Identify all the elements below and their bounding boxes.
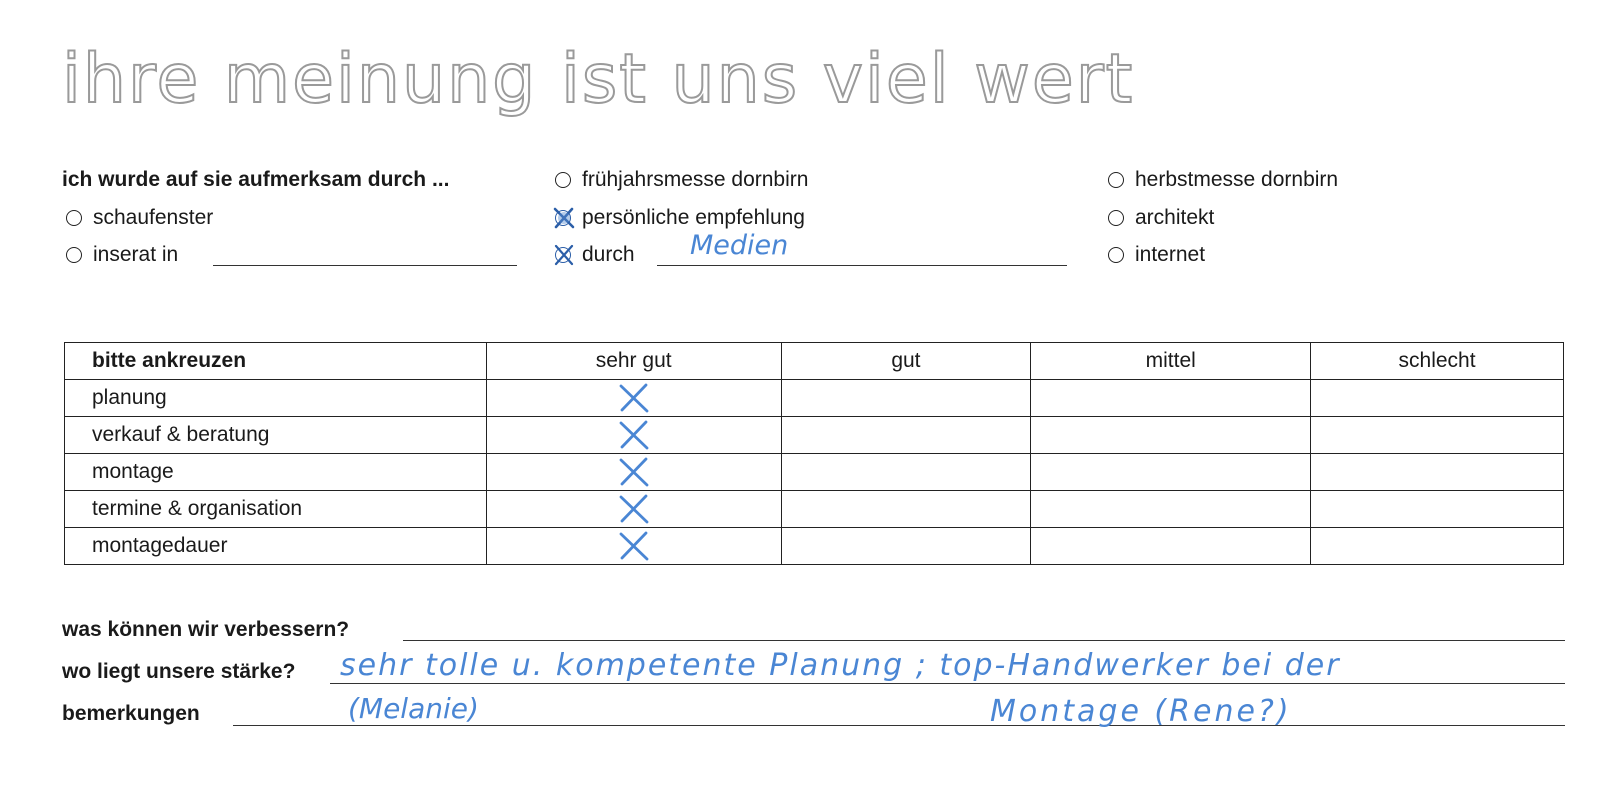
option-label: frühjahrsmesse dornbirn (582, 168, 809, 191)
radio-button[interactable] (66, 247, 82, 263)
cross-mark-icon (617, 382, 651, 414)
remarks-input-line[interactable] (233, 725, 1565, 726)
rating-row-label: verkauf & beratung (65, 417, 487, 454)
option-label: inserat in (93, 243, 179, 266)
durch-input-line[interactable] (657, 265, 1067, 266)
rating-row-label: montagedauer (65, 528, 487, 565)
radio-button[interactable] (1108, 172, 1124, 188)
rating-row-label: termine & organisation (65, 491, 487, 528)
rating-cell[interactable] (486, 417, 781, 454)
option-inserat[interactable] (66, 243, 178, 267)
header-cell: sehr gut (486, 343, 781, 380)
remarks-label: bemerkungen (62, 702, 200, 725)
radio-button-checked[interactable] (555, 247, 571, 263)
option-label: architekt (1135, 206, 1215, 229)
option-label: internet (1135, 243, 1206, 266)
rating-cell[interactable] (1031, 491, 1311, 528)
header-cell: mittel (1031, 343, 1311, 380)
rating-row (65, 454, 1564, 491)
rating-cell[interactable] (1031, 380, 1311, 417)
strength-label: wo liegt unsere stärke? (62, 660, 296, 683)
rating-cell[interactable] (781, 417, 1031, 454)
rating-row (65, 417, 1564, 454)
option-schaufenster[interactable] (66, 206, 213, 230)
inserat-input-line[interactable] (213, 265, 517, 266)
cross-mark-icon (617, 456, 651, 488)
header-cell: schlecht (1311, 343, 1564, 380)
rating-cell[interactable] (1031, 528, 1311, 565)
rating-cell[interactable] (781, 491, 1031, 528)
option-label: durch (582, 243, 635, 266)
remarks-value-left: (Melanie) (348, 692, 479, 725)
strength-value: sehr tolle u. kompetente Planung ; top-Handwerker bei der (340, 648, 1341, 683)
rating-cell[interactable] (781, 454, 1031, 491)
header-cell: gut (781, 343, 1031, 380)
rating-cell[interactable] (486, 491, 781, 528)
rating-cell[interactable] (486, 454, 781, 491)
rating-header-row (65, 343, 1564, 380)
option-label: herbstmesse dornbirn (1135, 168, 1339, 191)
cross-mark-icon (550, 241, 578, 269)
header-cell: bitte ankreuzen (65, 343, 487, 380)
radio-button[interactable] (1108, 247, 1124, 263)
radio-button[interactable] (66, 210, 82, 226)
rating-row (65, 491, 1564, 528)
source-heading: ich wurde auf sie aufmerksam durch ... (62, 168, 450, 191)
option-fruehjahrsmesse[interactable] (555, 168, 808, 192)
option-internet[interactable] (1108, 243, 1205, 267)
cross-mark-icon (617, 493, 651, 525)
rating-row (65, 528, 1564, 565)
option-persoenliche-empfehlung[interactable] (555, 206, 805, 230)
rating-cell[interactable] (486, 380, 781, 417)
durch-handwritten-value: Medien (690, 230, 789, 261)
option-label: schaufenster (93, 206, 214, 229)
rating-cell[interactable] (781, 380, 1031, 417)
radio-button[interactable] (555, 172, 571, 188)
cross-mark-icon (550, 204, 578, 232)
rating-row-label: montage (65, 454, 487, 491)
rating-cell[interactable] (781, 528, 1031, 565)
cross-mark-icon (617, 419, 651, 451)
rating-table (64, 342, 1564, 565)
rating-cell[interactable] (1311, 491, 1564, 528)
rating-row (65, 380, 1564, 417)
improve-label: was können wir verbessern? (62, 618, 350, 641)
cross-mark-icon (617, 530, 651, 562)
improve-input-line[interactable] (403, 640, 1565, 641)
remarks-value-right: Montage (Rene?) (990, 694, 1292, 729)
option-herbstmesse[interactable] (1108, 168, 1338, 192)
rating-cell[interactable] (1311, 417, 1564, 454)
option-durch[interactable] (555, 243, 635, 267)
radio-button-checked[interactable] (555, 210, 571, 226)
rating-cell[interactable] (1031, 417, 1311, 454)
rating-cell[interactable] (1031, 454, 1311, 491)
option-architekt[interactable] (1108, 206, 1214, 230)
option-label: persönliche empfehlung (582, 206, 805, 229)
form-title: ihre meinung ist uns viel wert (62, 40, 1135, 119)
rating-cell[interactable] (1311, 528, 1564, 565)
rating-cell[interactable] (1311, 380, 1564, 417)
radio-button[interactable] (1108, 210, 1124, 226)
strength-input-line[interactable] (330, 683, 1565, 684)
rating-row-label: planung (65, 380, 487, 417)
rating-cell[interactable] (486, 528, 781, 565)
rating-cell[interactable] (1311, 454, 1564, 491)
